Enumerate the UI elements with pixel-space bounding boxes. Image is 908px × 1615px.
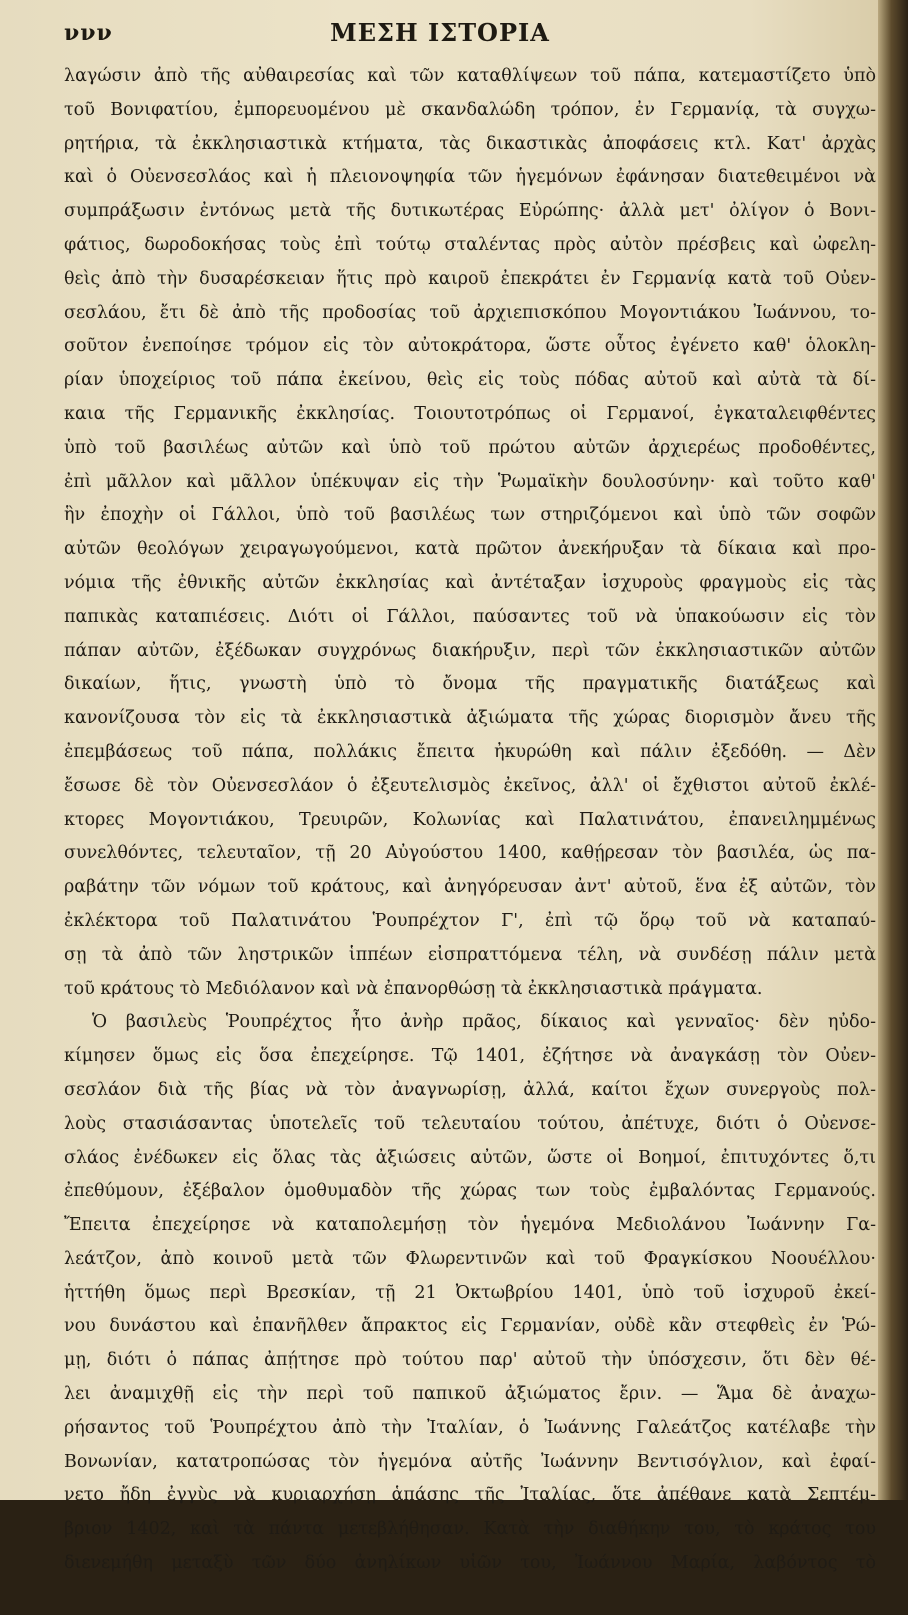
text-line: Ἔπειτα ἐπεχείρησε νὰ καταπολεμήσῃ τὸν ἡγεμόνα Μεδιολάνου Ἰωάννην Γα- bbox=[64, 1215, 876, 1236]
text-line: ρίαν ὑποχείριος τοῦ πάπα ἐκείνου, θεὶς εἰς τοὺς πόδας αὐτοῦ καὶ αὐτὰ τὰ δί- bbox=[64, 370, 876, 391]
text-line: αὐτῶν θεολόγων χειραγωγούμενοι, κατὰ πρῶτον ἀνεκήρυξαν τὰ δίκαια καὶ προ- bbox=[64, 539, 876, 560]
text-line: ἡττήθη ὅμως περὶ Βρεσκίαν, τῇ 21 Ὀκτωβρίου 1401, ὑπὸ τοῦ ἰσχυροῦ ἐκεί- bbox=[64, 1282, 876, 1303]
page-edge-shadow bbox=[878, 0, 908, 1500]
text-line: ἐκλέκτορα τοῦ Παλατινάτου Ῥουπρέχτον Γ', ἐπὶ τῷ ὅρῳ τοῦ νὰ καταπαύ- bbox=[64, 910, 876, 931]
text-line: νου δυνάστου καὶ ἐπανῆλθεν ἄπρακτος εἰς Γερμανίαν, οὐδὲ κἂν στεφθεὶς ἐν Ῥώ- bbox=[64, 1316, 876, 1337]
text-line: τοῦ κράτους τὸ Μεδιόλανον καὶ νὰ ἐπανορθώσῃ τὰ ἐκκλησιαστικὰ πράγματα. bbox=[64, 978, 763, 999]
text-line: διενεμήθη μεταξὺ τῶν δύο ἀνηλίκων υἱῶν του, Ἰωάννου Μαρία, λαβόντος τὸ bbox=[64, 1553, 876, 1574]
text-body bbox=[64, 60, 876, 1615]
text-line: ρήσαντος τοῦ Ῥουπρέχτου ἀπὸ τὴν Ἰταλίαν, ὁ Ἰωάννης Γαλεάτζος κατέλαβε τὴν bbox=[64, 1417, 876, 1438]
text-line: ἐπεθύμουν, ἐξέβαλον ὁμοθυμαδὸν τῆς χώρας των τοὺς ἐμβαλόντας Γερμανούς. bbox=[64, 1181, 876, 1202]
text-line: σῃ τὰ ἀπὸ τῶν ληστρικῶν ἱππέων εἰσπραττόμενα τέλη, νὰ συνδέσῃ πάλιν μετὰ bbox=[64, 944, 876, 965]
text-line: λαγώσιν ἀπὸ τῆς αὐθαιρεσίας καὶ τῶν καταθλίψεων τοῦ πάπα, κατεμαστίζετο ὑπὸ bbox=[64, 66, 876, 86]
text-line: πάπαν αὐτῶν, ἐξέδωκαν συγχρόνως διακήρυξιν, περὶ τῶν ἐκκλησιαστικῶν αὐτῶν bbox=[64, 640, 876, 661]
text-line: λει ἀναμιχθῇ εἰς τὴν περὶ τοῦ παπικοῦ ἀξιώματος ἔριν. — Ἅμα δὲ ἀναχω- bbox=[64, 1384, 876, 1405]
text-line: θεὶς ἀπὸ τὴν δυσαρέσκειαν ἥτις πρὸ καιροῦ ἐπεκράτει ἐν Γερμανίᾳ κατὰ τοῦ Οὐεν- bbox=[64, 268, 876, 289]
running-title: ΜΕΣΗ ΙΣΤΟΡΙΑ bbox=[330, 18, 550, 47]
text-line: κίμησεν ὅμως εἰς ὅσα ἐπεχείρησε. Τῷ 1401, ἐζήτησε νὰ ἀναγκάσῃ τὸν Οὐεν- bbox=[64, 1046, 876, 1067]
text-line: σεσλάου, ἔτι δὲ ἀπὸ τῆς προδοσίας τοῦ ἀρχιεπισκόπου Μογοντιάκου Ἰωάννου, το- bbox=[64, 302, 876, 323]
text-line: ραβάτην τῶν νόμων τοῦ κράτους, καὶ ἀνηγόρευσαν ἀντ' αὐτοῦ, ἕνα ἐξ αὐτῶν, τὸν bbox=[64, 877, 876, 898]
text-line: βριον 1402, καὶ τὰ πάντα μετεβλήθησαν. Κατὰ τὴν διαθήκην του, τὸ κράτος του bbox=[64, 1519, 876, 1540]
page-number: ννν bbox=[64, 20, 113, 46]
text-line: σεσλάον διὰ τῆς βίας νὰ τὸν ἀναγνωρίσῃ, ἀλλά, καίτοι ἔχων συνεργοὺς πολ- bbox=[64, 1079, 876, 1100]
text-line: ἐπεμβάσεως τοῦ πάπα, πολλάκις ἔπειτα ἠκυρώθη καὶ πάλιν ἐξεδόθη. — Δὲν bbox=[64, 741, 876, 762]
text-line: φάτιος, δωροδοκήσας τοὺς ἐπὶ τούτῳ σταλέντας πρὸς αὐτὸν πρέσβεις καὶ ὠφελη- bbox=[64, 234, 876, 255]
text-line: ρητήρια, τὰ ἐκκλησιαστικὰ κτήματα, τὰς δικαστικὰς ἀποφάσεις κτλ. Κατ' ἀρχὰς bbox=[64, 133, 876, 154]
text-line: Ὁ βασιλεὺς Ῥουπρέχτος ἦτο ἀνὴρ πρᾶος, δίκαιος καὶ γενναῖος· δὲν ηὐδο- bbox=[92, 1012, 876, 1033]
text-line: νετο ἤδη ἐγγὺς νὰ κυριαρχήσῃ ἁπάσης τῆς Ἰταλίας, ὅτε ἀπέθανε κατὰ Σεπτέμ- bbox=[64, 1485, 876, 1506]
text-line: λεάτζον, ἀπὸ κοινοῦ μετὰ τῶν Φλωρεντινῶν καὶ τοῦ Φραγκίσκου Νοουέλλου· bbox=[64, 1248, 876, 1269]
text-line: ἔσωσε δὲ τὸν Οὐενσεσλάον ὁ ἐξευτελισμὸς ἐκεῖνος, ἀλλ' οἱ ἔχθιστοι αὐτοῦ ἐκλέ- bbox=[64, 775, 876, 796]
text-line: καια τῆς Γερμανικῆς ἐκκλησίας. Τοιουτοτρόπως οἱ Γερμανοί, ἐγκαταλειφθέντες bbox=[64, 403, 876, 424]
text-line: σοῦτον ἐνεποίησε τρόμον εἰς τὸν αὐτοκράτορα, ὥστε οὗτος ἐγένετο καθ' ὁλοκλη- bbox=[64, 336, 876, 357]
text-line: Βονωνίαν, κατατροπώσας τὸν ἡγεμόνα αὐτῆς Ἰωάννην Βεντισόγλιον, καὶ ἐφαί- bbox=[64, 1451, 876, 1472]
text-line: συμπράξωσιν ἐντόνως μετὰ τῆς δυτικωτέρας Εὐρώπης· ἀλλὰ μετ' ὀλίγον ὁ Βονι- bbox=[64, 201, 876, 222]
text-line: ὑπὸ τοῦ βασιλέως αὐτῶν καὶ ὑπὸ τοῦ πρώτου αὐτῶν ἀρχιερέως προδοθέντες, bbox=[64, 437, 876, 458]
text-line: καὶ ὁ Οὐενσεσλάος καὶ ἡ πλειονοψηφία τῶν ἡγεμόνων ἐφάνησαν διατεθειμένοι νὰ bbox=[64, 167, 876, 188]
text-line: τοῦ Βονιφατίου, ἐμπορευομένου μὲ σκανδαλώδη τρόπον, ἐν Γερμανίᾳ, τὰ συγχω- bbox=[64, 99, 876, 120]
text-line: ἐπὶ μᾶλλον καὶ μᾶλλον ὑπέκυψαν εἰς τὴν Ῥωμαϊκὴν δουλοσύνην· καὶ τοῦτο καθ' bbox=[64, 471, 876, 492]
page-header bbox=[0, 14, 880, 54]
text-line: κανονίζουσα τὸν εἰς τὰ ἐκκλησιαστικὰ ἀξιώματα τῆς χώρας διορισμὸν ἄνευ τῆς bbox=[64, 708, 876, 729]
text-line: σλάος ἐνέδωκεν εἰς ὅλας τὰς ἀξιώσεις αὐτῶν, ὥστε οἱ Βοημοί, ἐπιτυχόντες ὅ,τι bbox=[64, 1147, 876, 1168]
text-line: συνελθόντες, τελευταῖον, τῇ 20 Αὐγούστου 1400, καθῄρεσαν τὸν βασιλέα, ὡς πα- bbox=[64, 843, 876, 864]
text-line bbox=[64, 1581, 876, 1615]
text-line: παπικὰς καταπιέσεις. Διότι οἱ Γάλλοι, παύσαντες τοῦ νὰ ὑπακούωσιν εἰς τὸν bbox=[64, 606, 876, 627]
text-line: νόμια τῆς ἐθνικῆς αὐτῶν ἐκκλησίας καὶ ἀντέταξαν ἰσχυροὺς φραγμοὺς εἰς τὰς bbox=[64, 572, 876, 593]
text-line: δικαίων, ἥτις, γνωστὴ ὑπὸ τὸ ὄνομα τῆς πραγματικῆς διατάξεως καὶ bbox=[64, 674, 876, 695]
text-line: ἣν ἐποχὴν οἱ Γάλλοι, ὑπὸ τοῦ βασιλέως των στηριζόμενοι καὶ ὑπὸ τῶν σοφῶν bbox=[64, 505, 876, 526]
text-line: μῃ, διότι ὁ πάπας ἀπῄτησε πρὸ τούτου παρ' αὐτοῦ τὴν ὑπόσχεσιν, ὅτι δὲν θέ- bbox=[64, 1350, 876, 1371]
text-line: λοὺς στασιάσαντας ὑποτελεῖς τοῦ τελευταίου τούτου, ἀπέτυχε, διότι ὁ Οὐενσε- bbox=[64, 1113, 876, 1134]
text-line: κτορες Μογοντιάκου, Τρευιρῶν, Κολωνίας καὶ Παλατινάτου, ἐπανειλημμένως bbox=[64, 809, 876, 830]
